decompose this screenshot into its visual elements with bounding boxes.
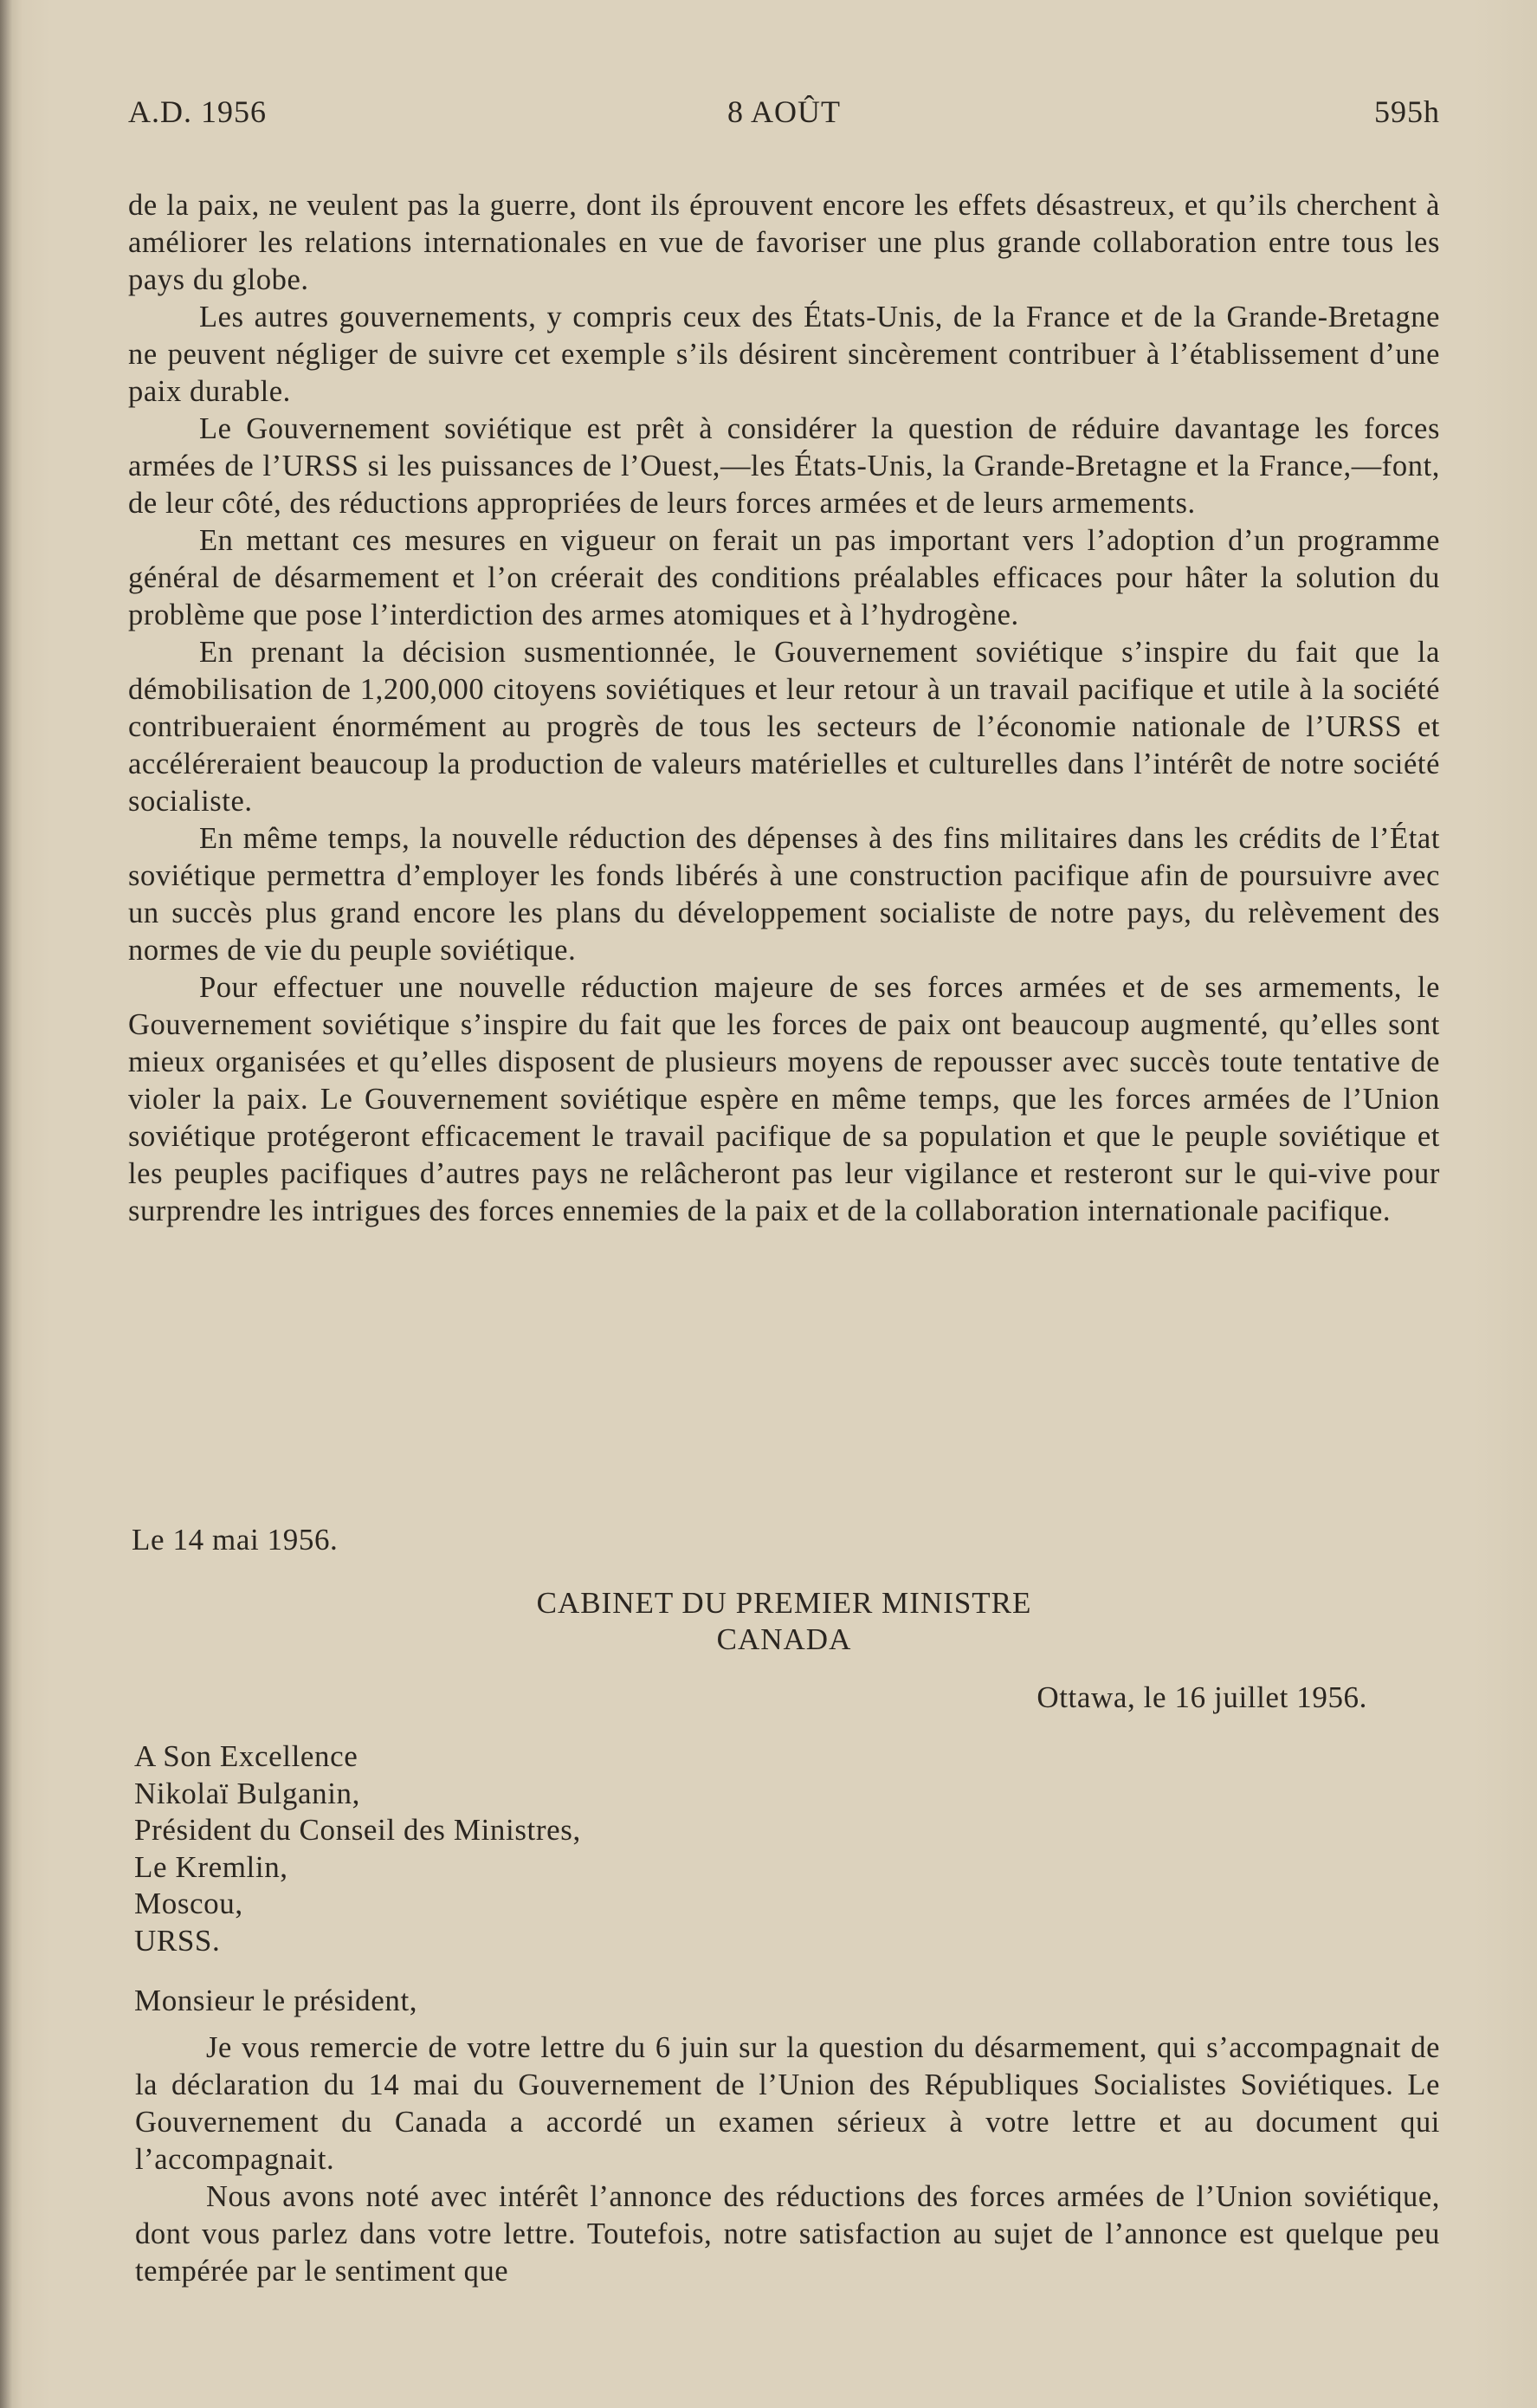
salutation: Monsieur le président, <box>134 1984 418 2017</box>
paragraph: En même temps, la nouvelle réduction des dépenses à des fins militaires dans les crédits de l’État soviétique permettra d’employer les fonds libérés à une construction pacifique afin de poursuivre avec un succès plus grand encore les plans du développement socialiste de notre pays, du relèvement des normes de vie du peuple soviétique. <box>128 822 1440 967</box>
header-date: 8 AOÛT <box>727 94 841 129</box>
address-line: Nikolaï Bulganin, <box>134 1776 361 1810</box>
office-country: CANADA <box>716 1622 852 1656</box>
paragraph: En prenant la décision susmentionnée, le Gouvernement soviétique s’inspire du fait que la démobilisation de 1,200,000 citoyens soviétiques et leur retour à un travail pacifique et utile à la société contribueraient énormément au progrès de tous les secteurs de l’économie nationale de l’URSS et accéléreraient beaucoup la production de valeurs matérielles et culturelles dans l’intérêt de notre société socialiste. <box>128 636 1440 818</box>
paragraph: Les autres gouvernements, y compris ceux des États-Unis, de la France et de la Grande-Bretagne ne peuvent négliger de suivre cet exemple s’ils désirent sincèrement contribuer à l’établissement d’une paix durable. <box>128 301 1440 408</box>
paragraph: Je vous remercie de votre lettre du 6 juin sur la question du désarmement, qui s’accompagnait de la déclaration du 14 mai du Gouvernement de l’Union des Républiques Socialistes Soviétiques. Le Gouvernement du Canada a accordé un examen sérieux à votre lettre et au document qui l’accompagnait. <box>135 2031 1440 2176</box>
address-line: Le Kremlin, <box>134 1849 288 1884</box>
address-line: Président du Conseil des Ministres, <box>134 1813 581 1847</box>
address-line: A Son Excellence <box>134 1739 358 1773</box>
recipient-address <box>134 1738 581 1959</box>
paragraph: En mettant ces mesures en vigueur on ferait un pas important vers l’adoption d’un programme général de désarmement et l’on créerait des conditions préalables efficaces pour hâter la solution du problème que pose l’interdiction des armes atomiques et à l’hydrogène. <box>128 524 1440 631</box>
address-line: Moscou, <box>134 1887 243 1920</box>
letter-text <box>135 2029 1440 2290</box>
paragraph: de la paix, ne veulent pas la guerre, dont ils éprouvent encore les effets désastreux, et qu’ils cherchent à améliorer les relations internationales en vue de favoriser une plus grande collaboration entre tous les pays du globe. <box>128 189 1440 296</box>
paragraph: Nous avons noté avec intérêt l’annonce des réductions des forces armées de l’Union soviétique, dont vous parlez dans votre lettre. Toutefois, notre satisfaction au sujet de l’annonce est quelque peu tempérée par le sentiment que <box>135 2180 1440 2288</box>
paragraph: Le Gouvernement soviétique est prêt à considérer la question de réduire davantage les forces armées de l’URSS si les puissances de l’Ouest,—les États-Unis, la Grande-Bretagne et la France,—font, de leur côté, des réductions appropriées de leurs forces armées et de leurs armements. <box>128 412 1440 520</box>
header-year: A.D. 1956 <box>128 94 267 129</box>
declaration-text <box>128 187 1440 1230</box>
letter-place-date: Ottawa, le 16 juillet 1956. <box>1037 1680 1367 1714</box>
declaration-date: Le 14 mai 1956. <box>132 1523 339 1557</box>
address-line: URSS. <box>134 1923 221 1958</box>
office-title: CABINET DU PREMIER MINISTRE <box>536 1586 1032 1620</box>
header-page-number: 595h <box>1374 94 1440 129</box>
paragraph: Pour effectuer une nouvelle réduction majeure de ses forces armées et de ses armements, le Gouvernement soviétique s’inspire du fait que les forces de paix ont beaucoup augmenté, qu’elles sont mieux organisées et qu’elles disposent de plusieurs moyens de repousser avec succès toute tentative de violer la paix. Le Gouvernement soviétique espère en même temps, que les forces armées de l’Union soviétique protégeront efficacement le travail pacifique de sa population et que le peuple soviétique et les peuples pacifiques d’autres pays ne relâcheront pas leur vigilance et resteront sur le qui-vive pour surprendre les intrigues des forces ennemies de la paix et de la collaboration internationale pacifique. <box>128 971 1440 1227</box>
page-header <box>128 94 1440 137</box>
